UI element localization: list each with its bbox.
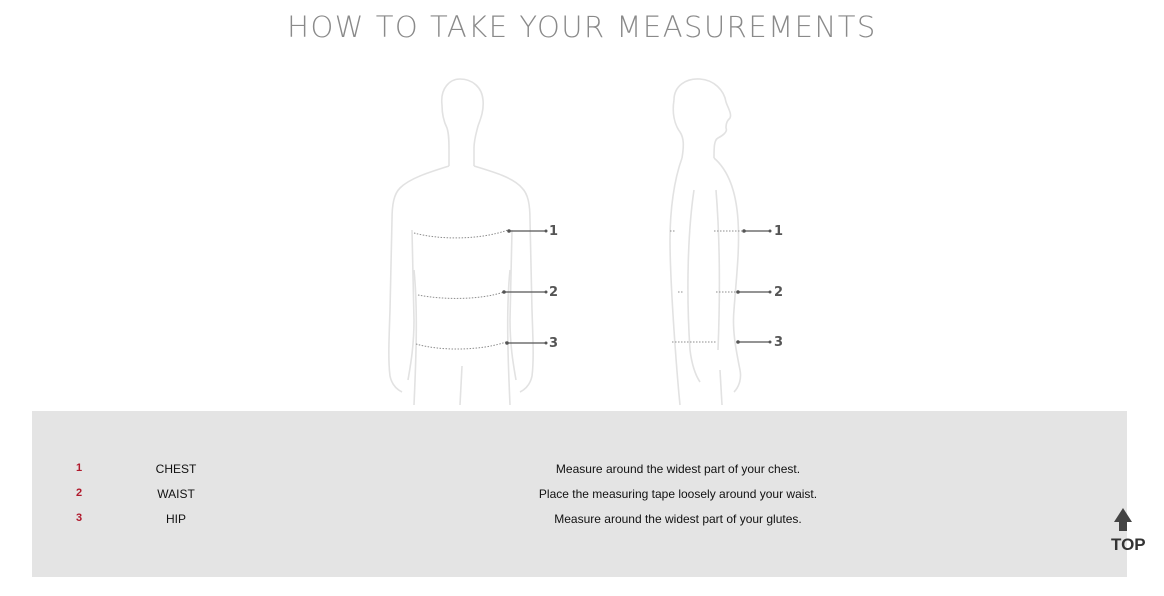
table-row — [32, 509, 1127, 529]
side-body-illustration — [640, 70, 800, 410]
page-title: HOW TO TAKE YOUR MEASUREMENTS — [287, 10, 877, 44]
row-description: Measure around the widest part of your glutes. — [554, 512, 802, 526]
arrow-up-icon-stem — [1119, 521, 1127, 531]
row-measure-name: HIP — [165, 512, 186, 526]
side-body-figure — [640, 70, 800, 410]
row-description: Measure around the widest part of your chest. — [555, 462, 801, 476]
row-measure-name: CHEST — [155, 462, 197, 476]
side-marker-1: 1 — [774, 224, 784, 239]
row-description: Place the measuring tape loosely around your waist. — [538, 487, 818, 501]
side-marker-3: 3 — [774, 335, 784, 350]
row-number: 2 — [76, 487, 83, 499]
row-number: 3 — [76, 512, 83, 524]
row-number: 1 — [76, 462, 83, 474]
side-marker-2: 2 — [774, 285, 784, 300]
back-to-top-label: TOP — [1111, 535, 1146, 554]
arrow-up-icon — [1114, 508, 1132, 522]
back-to-top-button[interactable] — [1104, 508, 1146, 558]
front-body-figure — [370, 70, 570, 410]
front-body-illustration — [370, 70, 570, 410]
front-marker-2: 2 — [549, 285, 559, 300]
table-row — [32, 484, 1127, 504]
measurement-table — [32, 411, 1127, 577]
row-measure-name: WAIST — [157, 487, 195, 501]
front-marker-3: 3 — [549, 336, 559, 351]
table-row — [32, 459, 1127, 479]
front-marker-1: 1 — [549, 224, 559, 239]
